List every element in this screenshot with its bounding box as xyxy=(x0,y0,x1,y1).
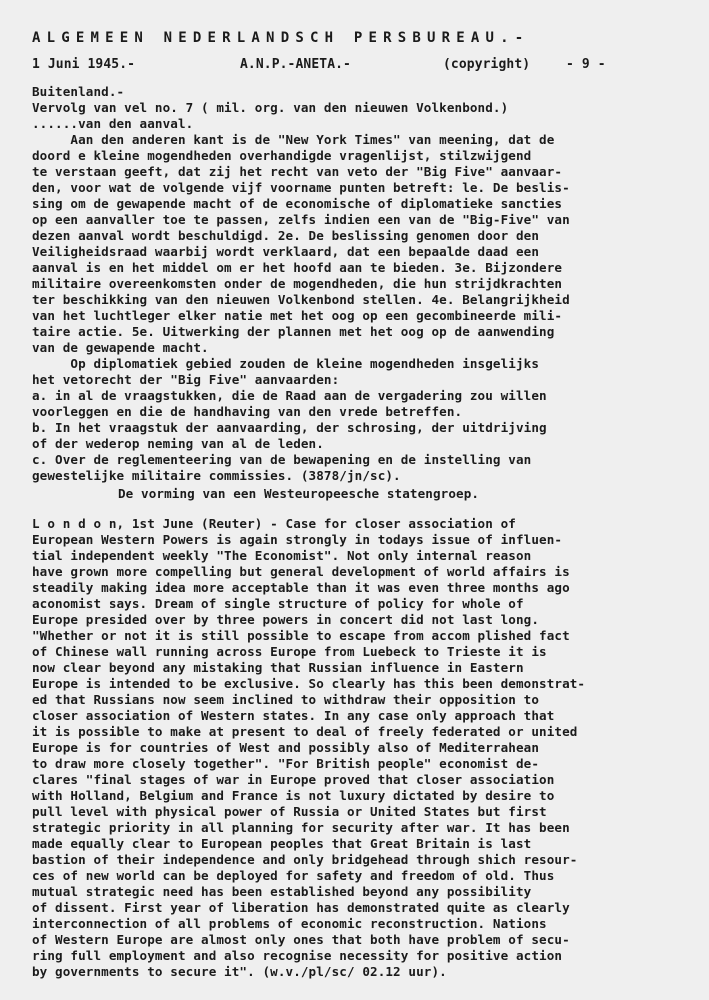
text-line: of Chinese wall running across Europe from Luebeck to Trieste it is xyxy=(32,644,547,659)
text-line: made equally clear to European peoples that Great Britain is last xyxy=(32,836,532,851)
text-line: to draw more closely together". "For British people" economist de- xyxy=(32,756,540,771)
text-line: L o n d o n, 1st June (Reuter) - Case for closer association of xyxy=(32,516,516,531)
text-line: Aan den anderen kant is de "New York Times" van meening, dat de xyxy=(32,132,555,147)
text-line: ed that Russians now seem inclined to withdraw their opposition to xyxy=(32,692,540,707)
text-line: steadily making idea more acceptable than it was even three months ago xyxy=(32,580,570,595)
text-line: het vetorecht der "Big Five" aanvaarden: xyxy=(32,372,340,387)
text-line: of dissent. First year of liberation has demonstrated quite as clearly xyxy=(32,900,570,915)
text-line: have grown more compelling but general development of world affairs is xyxy=(32,564,570,579)
document-date: 1 Juni 1945.- xyxy=(32,57,136,72)
page-number: - 9 - xyxy=(566,57,606,72)
section-title: De vorming van een Westeuropeesche statengroep. xyxy=(118,486,480,501)
text-line: Vervolg van vel no. 7 ( mil. org. van den nieuwen Volkenbond.) xyxy=(32,100,509,115)
text-line: te verstaan geeft, dat zij het recht van veto der "Big Five" aanvaar- xyxy=(32,164,563,179)
text-line: den, voor wat de volgende vijf voorname punten betreft: le. De beslis- xyxy=(32,180,570,195)
text-line: Veiligheidsraad waarbij wordt verklaard, dat een bepaalde daad een xyxy=(32,244,540,259)
text-line: doord e kleine mogendheden overhandigde vragenlijst, stilzwijgend xyxy=(32,148,532,163)
text-line: Op diplomatiek gebied zouden de kleine mogendheden insgelijks xyxy=(32,356,540,371)
text-line: clares "final stages of war in Europe proved that closer association xyxy=(32,772,555,787)
text-line: bastion of their independence and only bridgehead through shich resour- xyxy=(32,852,578,867)
text-line: closer association of Western states. In any case only approach that xyxy=(32,708,555,723)
text-line: European Western Powers is again strongly in todays issue of influen- xyxy=(32,532,563,547)
text-line: Europe is intended to be exclusive. So clearly has this been demonstrat- xyxy=(32,676,586,691)
text-line: aconomist says. Dream of single structure of policy for whole of xyxy=(32,596,524,611)
text-line: mutual strategic need has been established beyond any possibility xyxy=(32,884,532,899)
text-line: c. Over de reglementeering van de bewapening en de instelling van xyxy=(32,452,532,467)
text-line: van de gewapende macht. xyxy=(32,340,209,355)
text-line: interconnection of all problems of economic reconstruction. Nations xyxy=(32,916,547,931)
text-line: of Western Europe are almost only ones that both have problem of secu- xyxy=(32,932,570,947)
copyright-label: (copyright) xyxy=(443,57,531,72)
agency-code: A.N.P.-ANETA.- xyxy=(240,57,351,72)
text-line: b. In het vraagstuk der aanvaarding, der schrosing, der uitdrijving xyxy=(32,420,547,435)
text-line: Europe presided over by three powers in concert did not last long. xyxy=(32,612,540,627)
text-line: "Whether or not it is still possible to escape from accom plished fact xyxy=(32,628,570,643)
text-line: with Holland, Belgium and France is not luxury dictated by desire to xyxy=(32,788,555,803)
text-line: ......van den aanval. xyxy=(32,116,194,131)
text-line: taire actie. 5e. Uitwerking der plannen met het oog op de aanwending xyxy=(32,324,555,339)
text-line: dezen aanval wordt beschuldigd. 2e. De beslissing genomen door den xyxy=(32,228,540,243)
text-line: a. in al de vraagstukken, die de Raad aan de vergadering zou willen xyxy=(32,388,547,403)
agency-heading: ALGEMEEN NEDERLANDSCH PERSBUREAU.- xyxy=(32,30,530,46)
text-line: strategic priority in all planning for security after war. It has been xyxy=(32,820,570,835)
text-line: Europe is for countries of West and possibly also of Mediterrahean xyxy=(32,740,540,755)
text-line: now clear beyond any mistaking that Russian influence in Eastern xyxy=(32,660,524,675)
text-line: aanval is en het middel om er het hoofd aan te bieden. 3e. Bijzondere xyxy=(32,260,563,275)
text-line: ces of new world can be deployed for safety and freedom of old. Thus xyxy=(32,868,555,883)
text-line: tial independent weekly "The Economist". Not only internal reason xyxy=(32,548,532,563)
text-line: ter beschikking van den nieuwen Volkenbond stellen. 4e. Belangrijkheid xyxy=(32,292,570,307)
text-line: van het luchtleger elker natie met het oog op een gecombineerde mili- xyxy=(32,308,563,323)
text-line: ring full employment and also recognise necessity for positive action xyxy=(32,948,563,963)
text-line: op een aanvaller toe te passen, zelfs indien een van de "Big-Five" van xyxy=(32,212,570,227)
text-line: it is possible to make at present to deal of freely federated or united xyxy=(32,724,578,739)
text-line: by governments to secure it". (w.v./pl/sc/ 02.12 uur). xyxy=(32,964,447,979)
text-line: gewestelijke militaire commissies. (3878/jn/sc). xyxy=(32,468,401,483)
text-line: pull level with physical power of Russia or United States but first xyxy=(32,804,547,819)
text-line: sing om de gewapende macht of de economische of diplomatieke sancties xyxy=(32,196,563,211)
text-line: militaire overeenkomsten onder de mogendheden, die hun strijdkrachten xyxy=(32,276,563,291)
text-line: Buitenland.- xyxy=(32,84,125,99)
text-line: of der wederop neming van al de leden. xyxy=(32,436,324,451)
text-line: voorleggen en die de handhaving van den vrede betreffen. xyxy=(32,404,463,419)
